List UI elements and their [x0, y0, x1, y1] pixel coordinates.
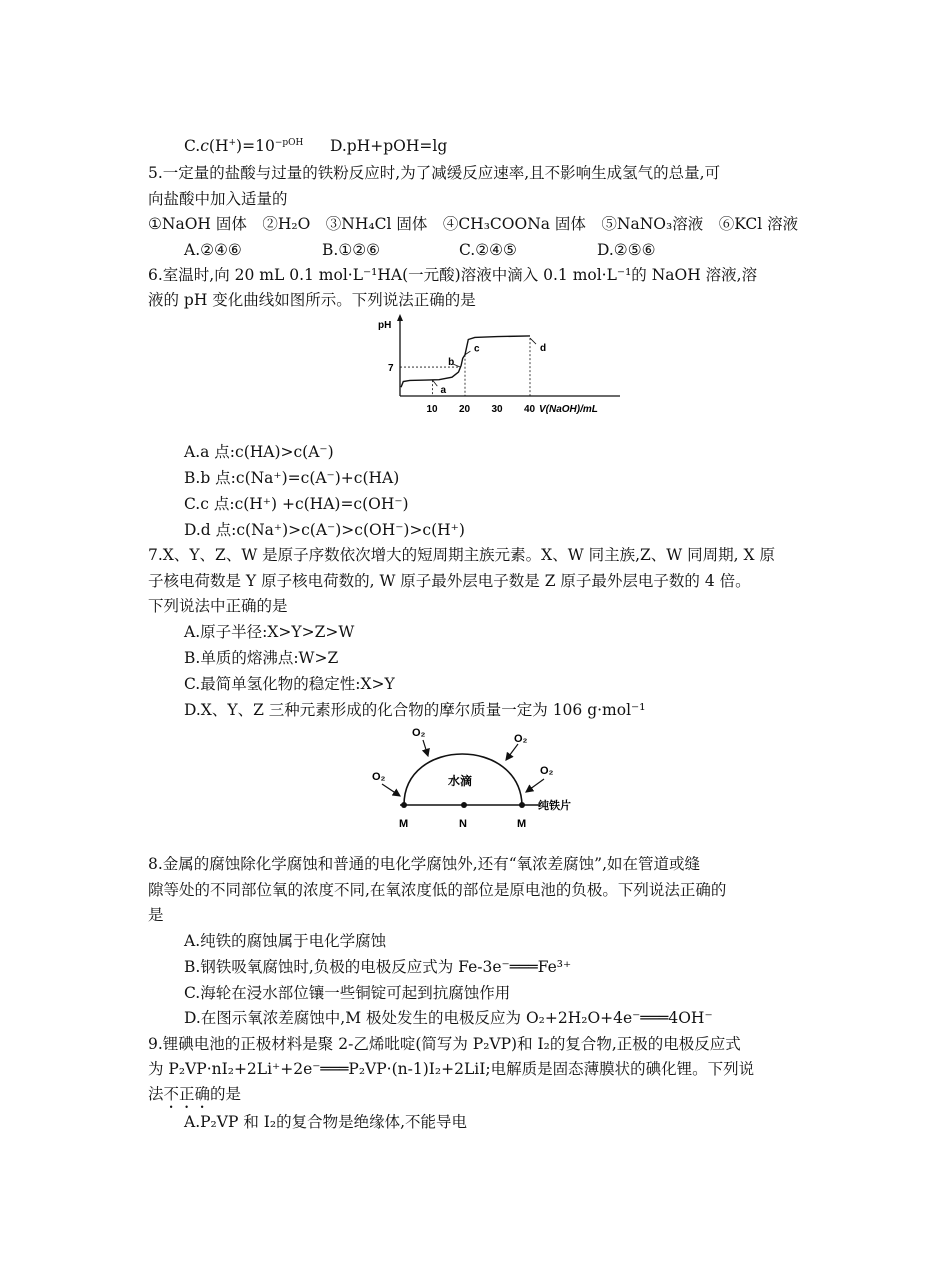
- q5-stem-line2: 向盐酸中加入适量的: [148, 190, 288, 208]
- q7-stem-line3: 下列说法中正确的是: [148, 597, 288, 615]
- chart-axes: [397, 314, 620, 396]
- iron-plate-label: 纯铁片: [538, 800, 571, 812]
- q5-option-b: B.①②⑥: [322, 241, 381, 259]
- point-c-label: c: [474, 343, 480, 355]
- q7-option-a: A.原子半径:X>Y>Z>W: [184, 623, 355, 641]
- point-m-right: [519, 802, 525, 808]
- y-tick-label: 7: [388, 363, 394, 375]
- n-label: N: [459, 818, 467, 830]
- q5-option-c: C.②④⑤: [459, 241, 517, 259]
- q5-stem-line1: 5.一定量的盐酸与过量的铁粉反应时,为了减缓反应速率,且不影响生成氢气的总量,可: [148, 164, 721, 182]
- o2-arrow-right: [526, 779, 544, 792]
- x-tick-label: 30: [491, 404, 503, 415]
- q7-option-c: C.最简单氢化物的稳定性:X>Y: [184, 675, 395, 693]
- m-label-left: M: [399, 818, 409, 830]
- q6-option-c: C.c 点:c(H⁺) +c(HA)=c(OH⁻): [184, 495, 409, 513]
- q7-option-b: B.单质的熔沸点:W>Z: [184, 649, 339, 667]
- q8-stem-line2: 隙等处的不同部位氧的浓度不同,在氧浓度低的部位是原电池的负极。下列说法正确的: [148, 881, 727, 899]
- q4-option-c: $C.c(H^+)=10^{-pOH}$: [184, 137, 304, 155]
- point-a-label: a: [440, 385, 447, 397]
- x-tick-label: 40: [524, 404, 536, 415]
- chart-labels: [378, 320, 598, 415]
- q6-stem-line1: 6.室温时,向 20 mL 0.1 mol·L⁻¹HA(一元酸)溶液中滴入 0.1 mol·L⁻¹的 NaOH 溶液,溶: [148, 266, 758, 284]
- q8-option-a: A.纯铁的腐蚀属于电化学腐蚀: [184, 932, 387, 950]
- q6-stem-line2: 液的 pH 变化曲线如图所示。下列说法正确的是: [148, 291, 476, 309]
- o2-arrow-top-right: [506, 744, 518, 760]
- q5-option-d: D.②⑤⑥: [597, 241, 656, 259]
- q9-option-a: A.P₂VP 和 I₂的复合物是绝缘体,不能导电: [184, 1113, 468, 1131]
- o2-label-top-right: O₂: [514, 733, 528, 745]
- y-axis-arrow: [397, 314, 403, 321]
- q8-stem-line1: 8.金属的腐蚀除化学腐蚀和普通的电化学腐蚀外,还有“氧浓差腐蚀”,如在管道或缝: [148, 855, 700, 873]
- water-drop-label: 水滴: [448, 774, 473, 788]
- o2-arrow-left: [382, 784, 400, 796]
- point-d-leader: [530, 338, 536, 344]
- y-axis-label: pH: [378, 320, 392, 331]
- o2-arrow-top-left: [423, 740, 428, 756]
- x-tick-label: 10: [426, 404, 438, 415]
- water-drop-diagram: [360, 722, 620, 832]
- x-tick-label: 20: [459, 404, 471, 415]
- q6-option-a: A.a 点:c(HA)>c(A⁻): [184, 443, 334, 461]
- point-m-left: [401, 802, 407, 808]
- q4-option-d: D.pH+pOH=lg: [330, 137, 448, 155]
- ph-curve: [401, 336, 530, 387]
- q8-option-b: B.钢铁吸氧腐蚀时,负极的电极反应式为 Fe-3e⁻═══Fe³⁺: [184, 958, 572, 976]
- q9-stem-line3: 法不正确的是: [148, 1085, 242, 1103]
- q8-stem-line3: 是: [148, 906, 164, 924]
- m-label-right: M: [517, 818, 527, 830]
- point-b-label: b: [448, 357, 455, 369]
- point-n: [461, 802, 467, 808]
- q6-option-b: B.b 点:c(Na⁺)=c(A⁻)+c(HA): [184, 469, 400, 487]
- q6-option-d: D.d 点:c(Na⁺)>c(A⁻)>c(OH⁻)>c(H⁺): [184, 521, 465, 539]
- q7-stem-line1: 7.X、Y、Z、W 是原子序数依次增大的短周期主族元素。X、W 同主族,Z、W 同周期, X 原: [148, 546, 775, 564]
- emphasis-not-correct: 不正确: [163, 1085, 211, 1103]
- point-a-leader: [433, 380, 438, 386]
- q7-option-d: D.X、Y、Z 三种元素形成的化合物的摩尔质量一定为 106 g·mol⁻¹: [184, 701, 646, 719]
- o2-label-left: O₂: [372, 771, 386, 783]
- o2-label-top-left: O₂: [412, 727, 426, 739]
- q9-stem-line1: 9.锂碘电池的正极材料是聚 2-乙烯吡啶(简写为 P₂VP)和 I₂的复合物,正极的电极反应式: [148, 1035, 741, 1053]
- q8-option-c: C.海轮在浸水部位镶一些铜锭可起到抗腐蚀作用: [184, 984, 511, 1002]
- x-axis-label: V(NaOH)/mL: [539, 404, 598, 415]
- q5-items: ①NaOH 固体 ②H₂O ③NH₄Cl 固体 ④CH₃COONa 固体 ⑤NaNO₃溶液 ⑥KCl 溶液: [148, 215, 799, 233]
- q7-stem-line2: 子核电荷数是 Y 原子核电荷数的, W 原子最外层电子数是 Z 原子最外层电子数的 4 倍。: [148, 572, 751, 590]
- point-d-label: d: [540, 343, 547, 355]
- q8-option-d: D.在图示氧浓差腐蚀中,M 极处发生的电极反应为 O₂+2H₂O+4e⁻═══4OH⁻: [184, 1009, 713, 1027]
- titration-curve: [401, 336, 530, 387]
- titration-chart: [370, 310, 630, 420]
- q5-option-a: A.②④⑥: [184, 241, 242, 259]
- o2-label-right: O₂: [540, 765, 554, 777]
- q9-stem-line2: 为 P₂VP·nI₂+2Li⁺+2e⁻═══P₂VP·(n-1)I₂+2LiI;电解质是固态薄膜状的碘化锂。下列说: [148, 1060, 755, 1078]
